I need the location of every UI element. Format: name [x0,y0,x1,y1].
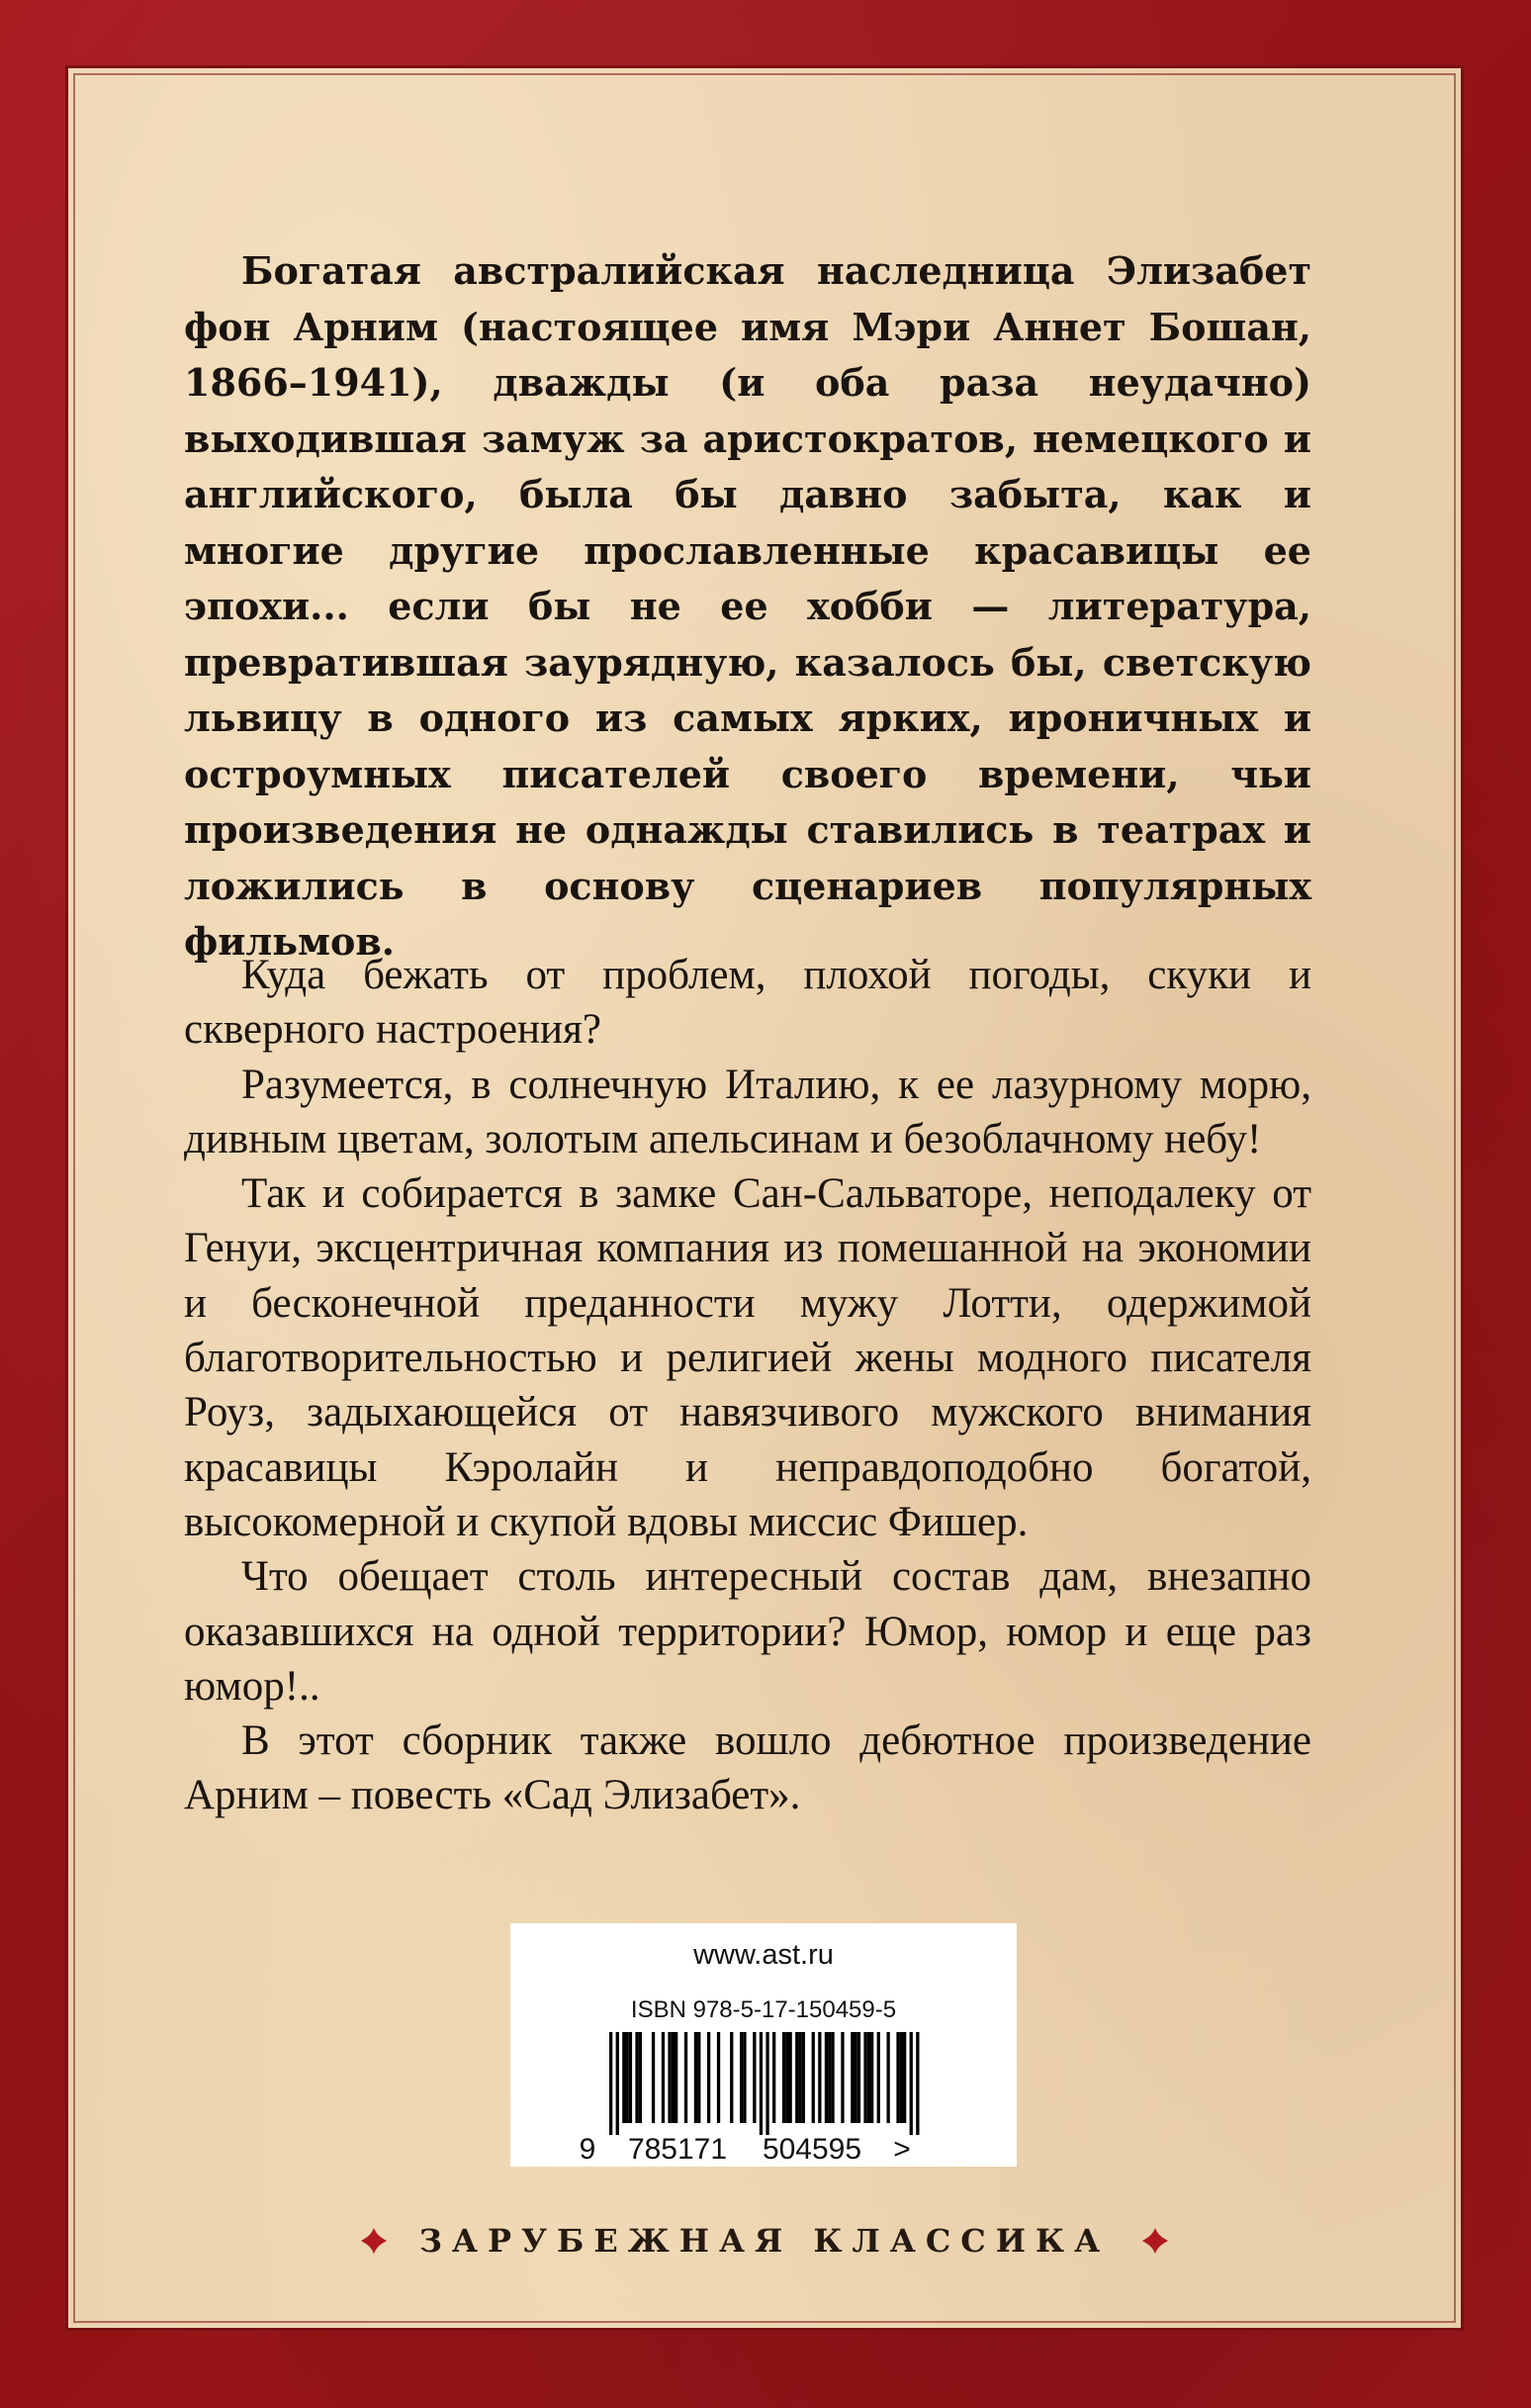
series-banner [65,2211,1464,2270]
barcode-bar [802,2032,805,2123]
isbn-text: ISBN 978-5-17-150459-5 [630,1996,897,2023]
barcode-bar [629,2032,632,2123]
barcode-digits-left: 785171 [627,2133,728,2166]
barcode-bar [730,2032,733,2123]
author-bio [184,243,1311,971]
barcode-bar [743,2032,746,2123]
barcode-bar [828,2032,831,2123]
annotation-paragraph-4: Что обещает столь интересный состав дам, внезапно оказавшихся на одной территории? Юмор, юмор и еще раз юмор!.. [184,1553,1311,1710]
barcode-bar [910,2032,913,2135]
barcode-bar [717,2032,720,2123]
publisher-url[interactable]: www.ast.ru [693,1939,834,1971]
barcode-bar [684,2032,687,2123]
barcode-bar [900,2032,903,2123]
barcode-bar [870,2032,873,2123]
barcode-digit-first: 9 [579,2133,596,2166]
author-bio-paragraph: Богатая австралийская наследница Элизабет фон Арним (настоящее имя Мэри Аннет Бошан, 1866–1941), дважды (и оба раза неудачно) выходившая замуж за аристократов, немецкого и английского, была бы давно забыта, как и многие другие прославленные красавицы ее эпохи... если бы не ее хобби — литература, превратившая заурядную, казалось бы, светскую львицу в одного из самых ярких, ироничных и остроумных писателей своего времени, чьи произведения не однажды ставились в театрах и ложились в основу сценариев популярных фильмов. [184,248,1311,964]
ean13-barcode [510,2032,1017,2167]
barcode-bar [760,2032,763,2135]
barcode-bar [635,2032,638,2123]
barcode-bar [812,2032,815,2123]
barcode-bar [740,2032,743,2123]
barcode-bar [877,2032,880,2123]
barcode-bar [753,2032,756,2123]
barcode-bar [887,2032,890,2123]
barcode-bar [675,2032,677,2123]
barcode-bar [707,2032,710,2123]
barcode-bar [639,2032,642,2123]
barcode-digits-right: 504595 [762,2133,862,2166]
barcode-bar [855,2032,857,2123]
fleuron-left-icon [358,2225,390,2257]
annotation-paragraph-1: Куда бежать от проблем, плохой погоды, скуки и скверного настроения? [184,952,1311,1054]
barcode-bar [694,2032,697,2123]
barcode-bar [626,2032,629,2123]
fleuron-right-icon [1139,2225,1171,2257]
barcode-label [510,1923,1017,2167]
barcode-bar [668,2032,671,2123]
barcode-bar [789,2032,792,2123]
annotation-paragraph-3: Так и собирается в замке Сан-Сальваторе, неподалеку от Генуи, эксцентричная компания из помешанной на экономии и бесконечной преданности мужу Лотти, одержимой благотворительностью и религией жены модного писателя Роуз, задыхающейся от навязчивого мужского внимания красавицы Кэролайн и неправдоподобно богатой, высокомерной и скупой вдовы миссис Фишер. [184,1170,1311,1545]
barcode-bar [652,2032,655,2123]
annotation-paragraph-5: В этот сборник также вошло дебютное произведение Арним – повесть «Сад Элизабет». [184,1717,1311,1819]
barcode-bar [863,2032,866,2123]
barcode-bar [818,2032,821,2123]
series-title: ЗАРУБЕЖНАЯ КЛАССИКА [418,2222,1111,2260]
barcode-bar [795,2032,798,2123]
barcode-bar [825,2032,828,2123]
barcode-bar [857,2032,860,2123]
barcode-bar [798,2032,801,2123]
barcode-bar [609,2032,612,2135]
barcode-bar [851,2032,854,2123]
parchment-panel [65,65,1464,2331]
barcode-bar [831,2032,834,2123]
barcode-bar [662,2032,665,2123]
barcode-bar [772,2032,775,2123]
barcode-bar [616,2032,619,2135]
barcode-bar [916,2032,919,2135]
barcode-bar [622,2032,625,2123]
barcode-bar [697,2032,700,2123]
barcode-bar [766,2032,768,2135]
barcode-bar [903,2032,906,2123]
barcode-bar [896,2032,899,2123]
book-annotation [184,948,1311,1823]
barcode-quiet-mark: > [893,2133,911,2166]
barcode-bar [672,2032,675,2123]
barcode-bar [785,2032,788,2123]
annotation-paragraph-2: Разумеется, в солнечную Италию, к ее лазурному морю, дивным цветам, золотым апельсинам и безоблачному небу! [184,1061,1311,1162]
barcode-bar [867,2032,870,2123]
barcode-bar [841,2032,844,2123]
barcode-bar [782,2032,785,2123]
